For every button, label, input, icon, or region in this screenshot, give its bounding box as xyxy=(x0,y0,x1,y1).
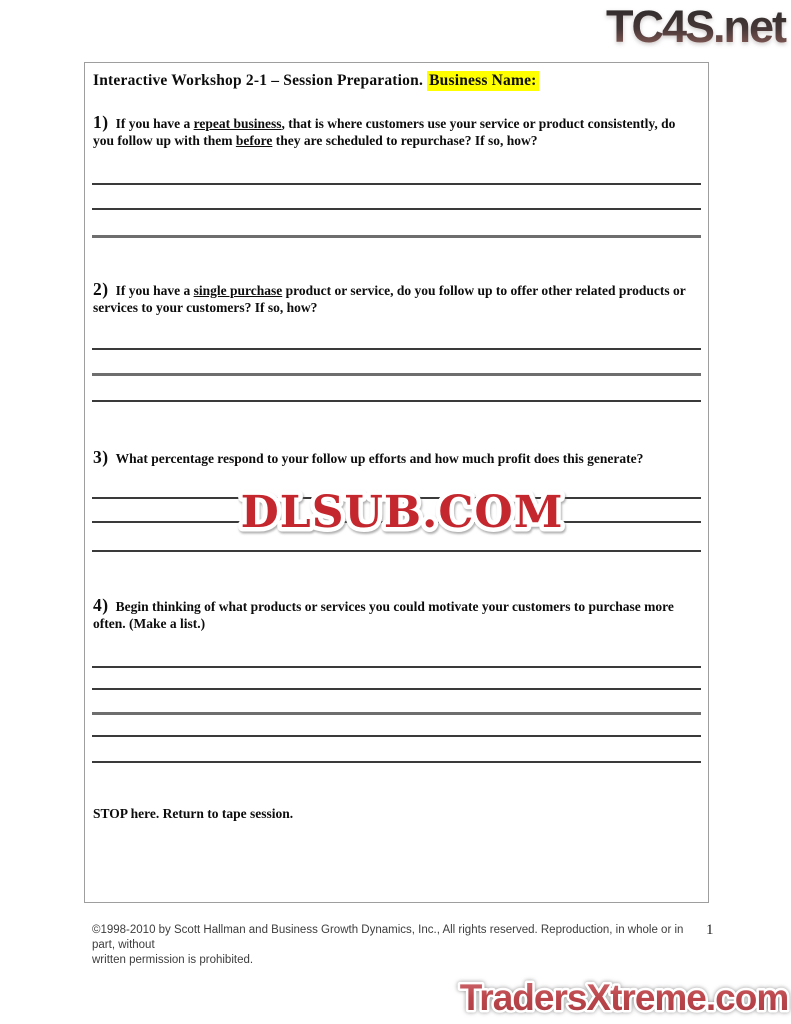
answer-line xyxy=(92,666,701,668)
tc4s-watermark-text: TC4S.net xyxy=(605,1,785,52)
answer-line xyxy=(92,235,701,238)
question-3 xyxy=(93,449,695,468)
answer-line xyxy=(92,373,701,376)
answer-line xyxy=(92,712,701,715)
question-4-text: Begin thinking of what products or services you could motivate your customers to purchase more often. (Make a list.) xyxy=(93,599,674,631)
question-3-number: 3) xyxy=(93,447,109,467)
answer-line xyxy=(92,400,701,402)
copyright-footer xyxy=(92,923,704,968)
question-1-underlined-term: repeat business xyxy=(193,116,282,131)
answer-line xyxy=(92,761,701,763)
answer-line xyxy=(92,735,701,737)
question-2-underlined-term: single purchase xyxy=(193,283,283,298)
page-number: 1 xyxy=(706,922,714,938)
answer-line xyxy=(92,208,701,210)
stop-note: STOP here. Return to tape session. xyxy=(93,806,294,821)
tradersxtreme-watermark-text: TradersXtreme.com xyxy=(459,977,789,1018)
question-1-text: they are scheduled to repurchase? If so, how? xyxy=(272,132,538,148)
answer-line xyxy=(92,688,701,690)
question-1-text: If you have a xyxy=(115,116,194,131)
dlsub-watermark-text: DLSUB.COM xyxy=(240,487,564,538)
copyright-line: written permission is prohibited. xyxy=(92,954,254,966)
copyright-line: ©1998-2010 by Scott Hallman and Business Growth Dynamics, Inc., All rights reserved. Reproduction, in whole or in part, without xyxy=(92,924,684,951)
question-1-text: , that is where customers use your service or product consistently, do you follow up with them xyxy=(93,116,676,148)
answer-line xyxy=(92,183,701,185)
answer-line xyxy=(92,348,701,350)
question-2 xyxy=(93,281,695,316)
question-3-text: What percentage respond to your follow up efforts and how much profit does this generate? xyxy=(115,451,644,466)
question-2-text: If you have a xyxy=(115,283,194,298)
question-4 xyxy=(93,597,695,632)
question-2-text: product or service, do you follow up to offer other related products or services to your customers? If so, how? xyxy=(93,283,686,315)
question-4-number: 4) xyxy=(93,595,109,615)
title-text: Interactive Workshop 2-1 – Session Preparation. xyxy=(93,72,428,89)
business-name-highlight: Business Name: xyxy=(429,72,537,89)
question-1-underlined-term: before xyxy=(235,132,273,148)
question-2-number: 2) xyxy=(93,279,109,299)
question-1-number: 1) xyxy=(93,112,109,132)
answer-line xyxy=(92,550,701,552)
worksheet-title xyxy=(93,72,693,90)
tc4s-watermark xyxy=(549,0,789,54)
question-1 xyxy=(93,114,695,149)
tradersxtreme-watermark xyxy=(457,972,791,1024)
dlsub-watermark xyxy=(235,477,569,549)
